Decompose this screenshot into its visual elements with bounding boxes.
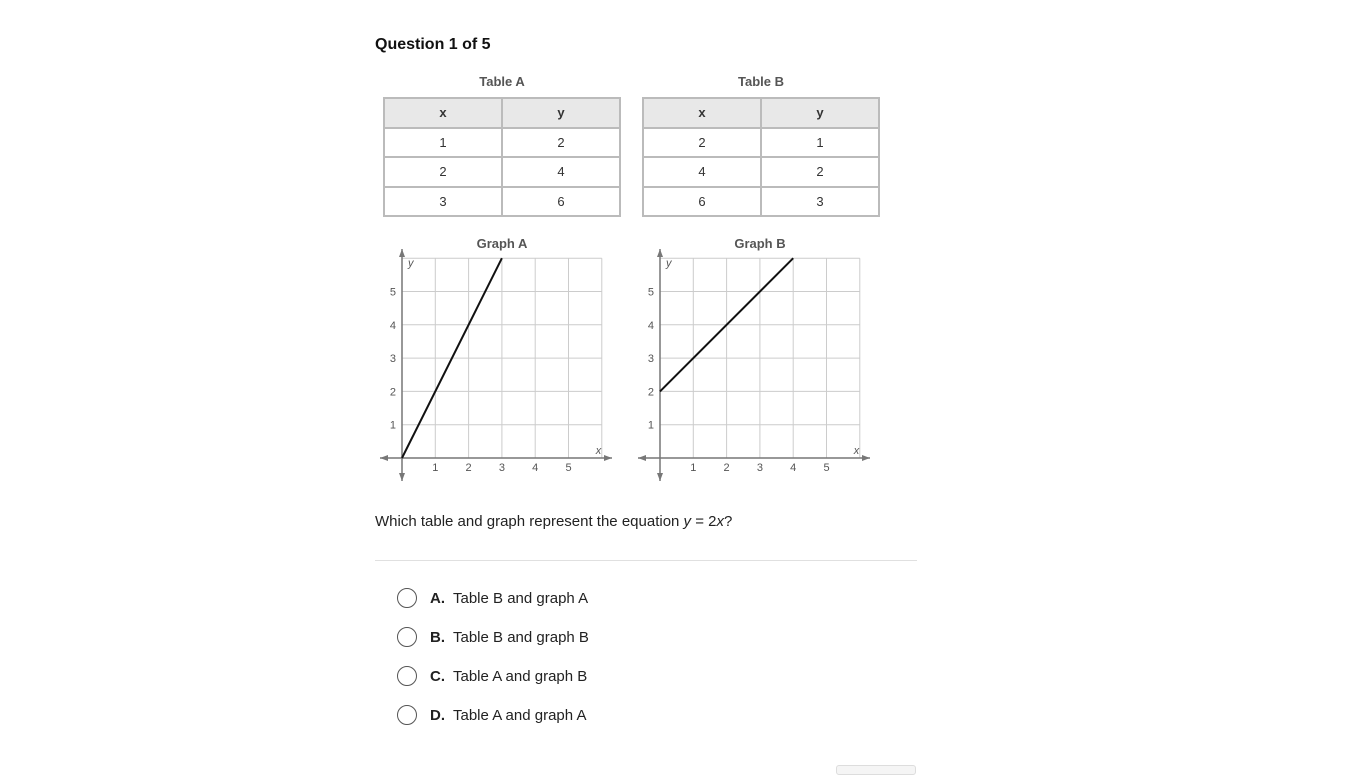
cell: 3 bbox=[761, 187, 879, 217]
option-d[interactable] bbox=[397, 704, 586, 726]
option-text: Table B and graph B bbox=[453, 628, 589, 646]
y-tick-label: 4 bbox=[389, 319, 396, 332]
header-x: x bbox=[643, 98, 761, 128]
x-tick-label: 5 bbox=[823, 462, 830, 474]
cell: 2 bbox=[643, 128, 761, 158]
x-tick-label: 2 bbox=[723, 462, 730, 474]
header-y: y bbox=[502, 98, 620, 128]
cell: 3 bbox=[384, 187, 502, 217]
question-prompt bbox=[375, 513, 732, 530]
radio-button[interactable] bbox=[397, 705, 417, 725]
eq-y: y bbox=[683, 513, 692, 530]
x-axis-label: x bbox=[595, 445, 602, 457]
header-x: x bbox=[384, 98, 502, 128]
option-text: Table B and graph A bbox=[453, 589, 589, 607]
divider bbox=[375, 560, 917, 561]
y-tick-label: 3 bbox=[389, 353, 396, 366]
y-tick-label: 3 bbox=[647, 353, 654, 366]
axis-arrows bbox=[638, 249, 870, 481]
x-tick-label: 4 bbox=[532, 462, 539, 474]
table-a bbox=[383, 97, 621, 217]
table-b-title: Table B bbox=[738, 74, 784, 89]
y-tick-label: 5 bbox=[647, 286, 654, 299]
x-tick-label: 5 bbox=[565, 462, 572, 474]
y-tick-label: 1 bbox=[389, 419, 396, 432]
header-y: y bbox=[761, 98, 879, 128]
option-c[interactable] bbox=[397, 665, 587, 687]
x-tick-label: 4 bbox=[790, 462, 797, 474]
next-button[interactable] bbox=[836, 765, 916, 775]
option-text: Table A and graph A bbox=[453, 706, 587, 724]
prompt-end: ? bbox=[723, 513, 733, 530]
cell: 1 bbox=[761, 128, 879, 158]
option-text: Table A and graph B bbox=[453, 667, 588, 685]
graph-b bbox=[630, 245, 880, 485]
cell: 6 bbox=[502, 187, 620, 217]
y-axis-label: y bbox=[408, 257, 414, 270]
option-letter: C. bbox=[430, 667, 445, 685]
prompt-text: Which table and graph represent the equation bbox=[375, 513, 684, 530]
radio-button[interactable] bbox=[397, 666, 417, 686]
radio-button[interactable] bbox=[397, 588, 417, 608]
graph-b-title: Graph B bbox=[734, 236, 786, 251]
y-tick-label: 2 bbox=[647, 386, 654, 399]
graph-a-title: Graph A bbox=[476, 236, 528, 251]
option-b[interactable] bbox=[397, 626, 589, 648]
x-tick-label: 1 bbox=[690, 462, 697, 474]
eq-mid: = 2 bbox=[691, 513, 717, 530]
x-tick-label: 3 bbox=[756, 462, 763, 474]
cell: 2 bbox=[502, 128, 620, 158]
axis-arrows bbox=[380, 249, 612, 481]
y-axis-label: y bbox=[666, 257, 672, 270]
cell: 4 bbox=[502, 157, 620, 187]
x-tick-label: 3 bbox=[498, 462, 505, 474]
option-letter: A. bbox=[430, 589, 445, 607]
cell: 4 bbox=[643, 157, 761, 187]
option-letter: B. bbox=[430, 628, 445, 646]
option-a[interactable] bbox=[397, 587, 588, 609]
cell: 2 bbox=[384, 157, 502, 187]
graph-a bbox=[372, 245, 622, 485]
table-b bbox=[642, 97, 880, 217]
x-axis-label: x bbox=[853, 445, 860, 457]
question-counter: Question 1 of 5 bbox=[375, 36, 491, 53]
option-letter: D. bbox=[430, 706, 445, 724]
radio-button[interactable] bbox=[397, 627, 417, 647]
x-tick-label: 1 bbox=[432, 462, 439, 474]
y-tick-label: 4 bbox=[647, 319, 654, 332]
cell: 2 bbox=[761, 157, 879, 187]
x-tick-label: 2 bbox=[465, 462, 472, 474]
eq-x: x bbox=[716, 513, 724, 530]
y-tick-label: 2 bbox=[389, 386, 396, 399]
cell: 6 bbox=[643, 187, 761, 217]
y-tick-label: 1 bbox=[647, 419, 654, 432]
table-a-title: Table A bbox=[479, 74, 525, 89]
y-tick-label: 5 bbox=[389, 286, 396, 299]
cell: 1 bbox=[384, 128, 502, 158]
